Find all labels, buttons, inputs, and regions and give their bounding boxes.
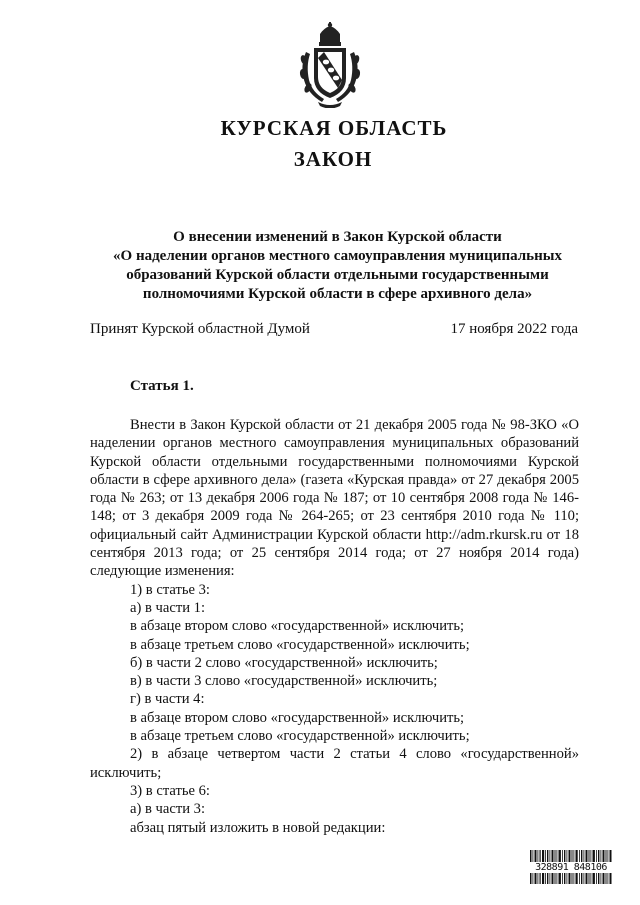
amendment-item: в) в части 3 слово «государственной» исключить; — [130, 673, 438, 690]
amendment-item: в абзаце втором слово «государственной» исключить; — [130, 618, 465, 635]
amendment-item: 2) в абзаце четвертом части 2 статьи 4 слово «государственной» исключить; — [90, 746, 579, 781]
document-type: ЗАКОН — [293, 147, 373, 171]
amendment-item: а) в части 3: — [130, 801, 206, 818]
region-name: КУРСКАЯ ОБЛАСТЬ — [220, 116, 448, 140]
amendment-item: 3) в статье 6: — [130, 782, 210, 799]
law-title-line: «О наделении органов местного самоуправления муниципальных — [113, 248, 562, 264]
adopted-by: Принят Курской областной Думой — [90, 321, 310, 337]
law-title-line: образований Курской области отдельными государственными — [126, 267, 549, 283]
amendment-item: а) в части 1: — [130, 599, 206, 616]
article-title: Статья 1. — [130, 378, 194, 394]
amendment-item: 1) в статье 3: — [130, 581, 210, 598]
adoption-date: 17 ноября 2022 года — [450, 321, 578, 337]
law-title-line: О внесении изменений в Закон Курской области — [173, 229, 502, 245]
article-body — [90, 416, 579, 837]
article-intro-paragraph: Внести в Закон Курской области от 21 декабря 2005 года № 98-ЗКО «О наделении органов местного самоуправления муниципальных образований Курской области отдельными государственными полномочиями Курской области в сфере архивного дела» (газета «Курская правда» от 27 декабря 2005 года № 263; от 13 декабря 2006 года № 187; от 10 сентября 2008 года № 146-148; от 3 декабря 2009 года № 264-265; от 23 сентября 2010 года № 110; официальный сайт Администрации Курской области http://adm.rkursk.ru от 18 сентября 2013 года; от 25 сентября 2014 года; от 27 ноября 2014 года) следующие изменения: — [90, 417, 579, 580]
amendment-item: б) в части 2 слово «государственной» исключить; — [130, 654, 438, 671]
coat-of-arms-icon — [298, 22, 362, 108]
law-title-line: полномочиями Курской области в сфере архивного дела» — [142, 286, 533, 302]
amendment-item: г) в части 4: — [130, 691, 205, 708]
amendment-item: в абзаце третьем слово «государственной» исключить; — [130, 636, 470, 653]
amendment-item: в абзаце третьем слово «государственной» исключить; — [130, 728, 470, 745]
law-title — [90, 228, 585, 304]
amendment-item: в абзаце втором слово «государственной» исключить; — [130, 709, 465, 726]
amendment-item: абзац пятый изложить в новой редакции: — [130, 819, 386, 836]
barcode-number: 328891 848106 — [528, 862, 614, 873]
